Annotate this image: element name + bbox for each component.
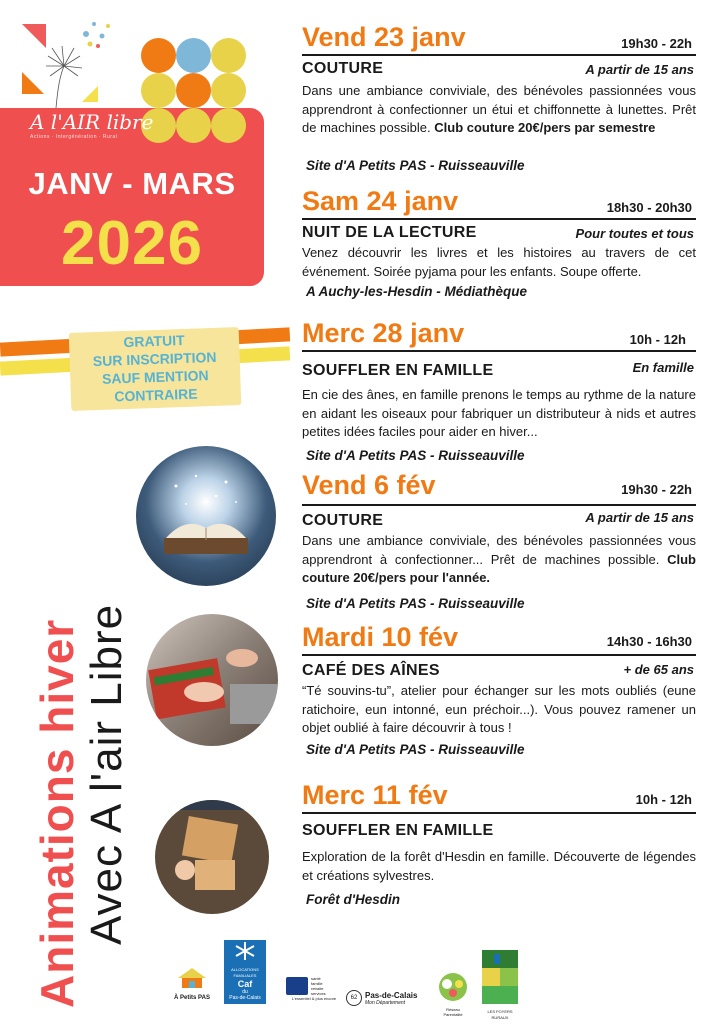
petits-pas-logo — [172, 966, 212, 1001]
caf-line: Caf — [237, 979, 253, 989]
event-time: 18h30 - 20h30 — [606, 200, 692, 215]
event-description-text: Venez découvrir les livres et les histoires au travers de cet événement. Soirée pyjama pour les enfants. Soupe offerte. — [302, 245, 696, 279]
event-card — [302, 622, 696, 764]
event-divider — [302, 504, 696, 506]
event-divider — [302, 54, 696, 56]
event-title: SOUFFLER EN FAMILLE — [302, 822, 494, 839]
foyers-ruraux-logo — [482, 950, 518, 1021]
foyers-label: LES FOYERS RURAUX — [487, 1009, 513, 1020]
event-date: Vend 23 janv — [302, 22, 466, 52]
event-date: Merc 11 fév — [302, 780, 448, 810]
caf-line: Pas-de-Calais — [229, 995, 261, 1001]
event-description-text: Dans une ambiance conviviale, des bénévoles passionnées vous apprendront à confectionner un étui et chiffonnette à lunettes. Prêt de machines possible. — [302, 83, 696, 135]
event-card — [302, 186, 696, 302]
event-card — [302, 780, 696, 910]
event-description — [302, 682, 696, 738]
event-title: NUIT DE LA LECTURE — [302, 224, 477, 241]
event-time: 19h30 - 22h — [621, 36, 692, 51]
event-card — [302, 470, 696, 616]
department-tagline: Mon Département — [365, 999, 406, 1006]
event-card — [302, 22, 696, 178]
craft-table-icon — [155, 800, 269, 914]
event-description-text: Dans une ambiance conviviale, des bénévoles passionnées vous apprendront à confectionner... Prêt de machines possible. — [302, 533, 696, 567]
event-divider — [302, 654, 696, 656]
side-title-main: Animations hiver — [31, 618, 83, 1008]
book-photo — [136, 446, 276, 586]
reseau-parentalite-logo — [436, 972, 470, 1017]
decor-dot — [176, 38, 211, 73]
decor-dot — [141, 38, 176, 73]
event-date: Vend 6 fév — [302, 470, 436, 500]
snowflake-icon — [224, 940, 266, 962]
event-divider — [302, 812, 696, 814]
event-time: 10h - 12h — [635, 792, 692, 807]
event-description-bold: Club couture 20€/pers par semestre — [434, 120, 656, 135]
event-time: 14h30 - 16h30 — [606, 634, 692, 649]
free-badge — [69, 327, 242, 411]
parentalite-icon — [436, 972, 470, 1002]
event-place: Forêt d'Hesdin — [306, 892, 400, 907]
event-place: Site d'A Petits PAS - Ruisseauville — [306, 448, 525, 463]
free-badge-line: SUR INSCRIPTION — [92, 348, 217, 370]
event-divider — [302, 350, 696, 352]
department-logo — [346, 990, 424, 1006]
free-badge-line: SAUF MENTION — [101, 367, 209, 387]
event-description — [302, 532, 696, 588]
event-description — [302, 244, 696, 281]
decor-dot — [141, 73, 176, 108]
decor-dot — [211, 38, 246, 73]
event-date: Merc 28 janv — [302, 318, 465, 348]
event-audience: A partir de 15 ans — [585, 62, 694, 77]
craft-photo — [155, 800, 269, 914]
period-year: 2026 — [61, 209, 203, 278]
event-audience: En famille — [632, 360, 694, 375]
dandelion-icon — [28, 16, 118, 112]
open-book-icon — [136, 446, 276, 586]
event-description — [302, 82, 696, 138]
event-card — [302, 318, 696, 468]
caf-line: ALLOCATIONS FAMILIALES — [231, 967, 259, 978]
foyers-ruraux-icon — [482, 950, 518, 1004]
petits-pas-label: À Petits PAS — [174, 995, 210, 1001]
caf-line: du — [242, 989, 248, 995]
decor-dot — [176, 108, 211, 143]
period-months: JANV - MARS — [28, 166, 236, 201]
event-audience: + de 65 ans — [623, 662, 694, 677]
msa-tagline: L'essentiel & plus encore — [291, 996, 337, 1001]
event-title: CAFÉ DES AÎNES — [302, 662, 440, 679]
event-time: 19h30 - 22h — [621, 482, 692, 497]
department-number: 62 — [346, 990, 362, 1006]
event-description-text: En cie des ânes, en famille prenons le temps au rythme de la nature en aidant les oiseaux pour fabriquer un distributeur à nids et autres petites idées faciles pour aider en hiver... — [302, 387, 696, 439]
sewing-hands-icon — [146, 614, 278, 746]
event-divider — [302, 218, 696, 220]
free-badge-line: GRATUIT — [123, 331, 185, 351]
event-description-text: “Té souvins-tu”, atelier pour échanger sur les mots oubliés (eune ratichoire, eun intonné, eun préchoir...). Vous pouvez ramener un objet oublié à faire découvrir à tous ! — [302, 683, 696, 735]
event-time: 10h - 12h — [629, 332, 686, 347]
caf-logo — [224, 940, 266, 1004]
msa-line: famille — [311, 981, 323, 986]
sewing-photo — [146, 614, 278, 746]
free-badge-line: CONTRAIRE — [114, 385, 198, 405]
event-description — [302, 386, 696, 442]
event-audience: Pour toutes et tous — [575, 226, 694, 241]
event-description — [302, 848, 696, 885]
event-title: COUTURE — [302, 512, 384, 529]
msa-mark-icon — [286, 977, 308, 995]
house-icon — [172, 966, 212, 990]
msa-logo — [286, 976, 342, 1002]
event-description-text: Exploration de la forêt d'Hesdin en famille. Découverte de légendes et créations sylvestres. — [302, 849, 696, 883]
event-date: Mardi 10 fév — [302, 622, 459, 652]
logo-tagline: Actions · Intergénération · Rural — [30, 134, 118, 140]
department-name: Pas-de-Calais — [365, 990, 418, 1000]
msa-line: services — [311, 991, 326, 996]
event-title: SOUFFLER EN FAMILLE — [302, 362, 494, 379]
decor-dot — [211, 73, 246, 108]
event-audience: A partir de 15 ans — [585, 510, 694, 525]
msa-line: retraite — [311, 986, 324, 991]
event-place: Site d'A Petits PAS - Ruisseauville — [306, 742, 525, 757]
decor-dot — [211, 108, 246, 143]
event-date: Sam 24 janv — [302, 186, 459, 216]
event-description-bold: Club couture 20€/pers pour l'année. — [302, 551, 696, 585]
reseau-label: Réseau Parentalité — [443, 1007, 463, 1017]
event-place: A Auchy-les-Hesdin - Médiathèque — [306, 284, 528, 299]
side-title-sub: Avec A l'air Libre — [82, 603, 131, 945]
event-place: Site d'A Petits PAS - Ruisseauville — [306, 158, 525, 173]
logo-name: A l'AIR libre — [30, 110, 154, 134]
msa-line: santé — [311, 976, 321, 981]
event-place: Site d'A Petits PAS - Ruisseauville — [306, 596, 525, 611]
event-title: COUTURE — [302, 60, 384, 77]
decor-dot — [176, 73, 211, 108]
